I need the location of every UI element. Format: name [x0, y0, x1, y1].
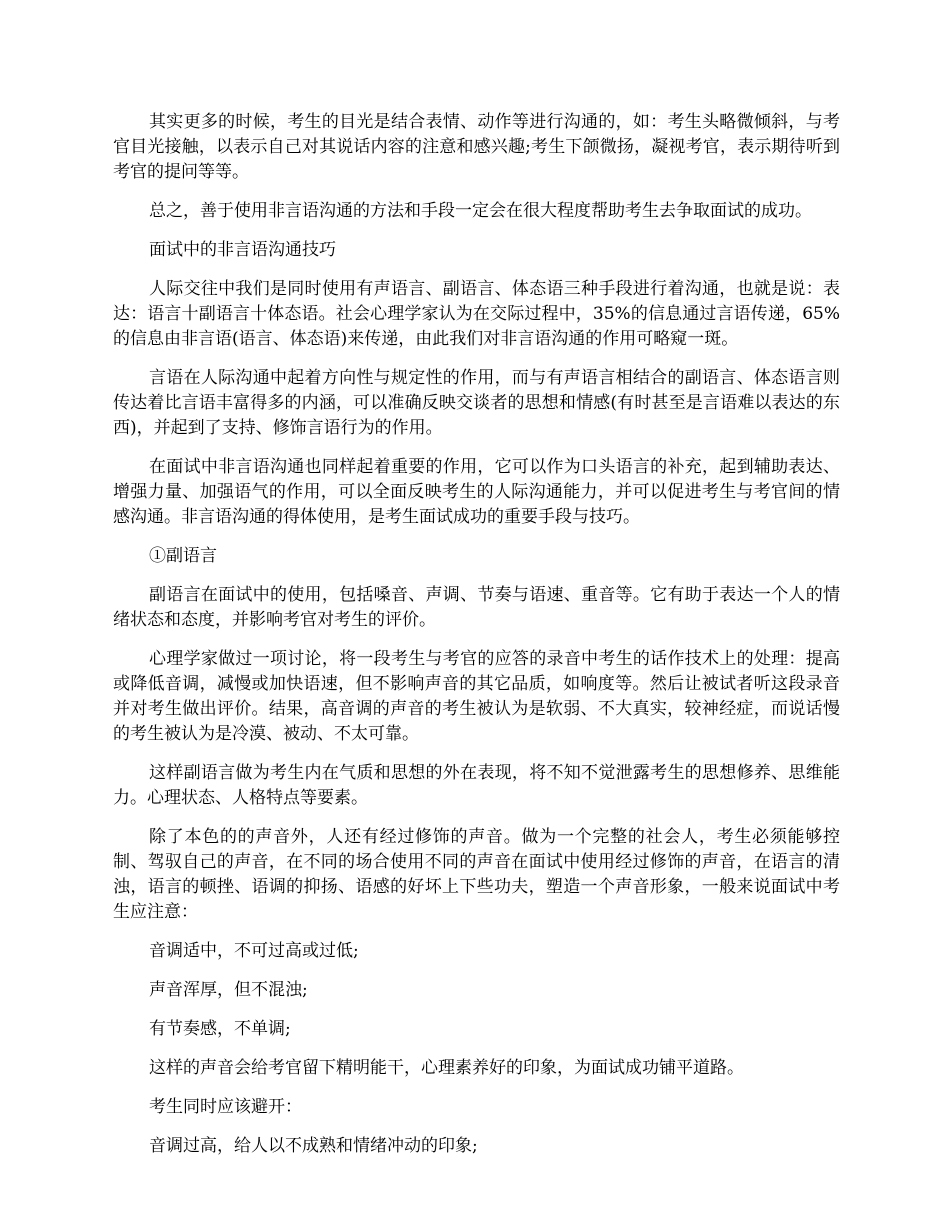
paragraph: 副语言在面试中的使用，包括嗓音、声调、节奏与语速、重音等。它有助于表达一个人的情绪状态和态度，并影响考官对考生的评价。 — [113, 585, 840, 630]
paragraph: 心理学家做过一项讨论，将一段考生与考官的应答的录音中考生的话作技术上的处理：提高或降低音调，减慢或加快语速，但不影响声音的其它品质，如响度等。然后让被试者听这段录音并对考生做出评价。结果，高音调的声音的考生被认为是软弱、不大真实，较神经症，而说话慢的考生被认为是冷漠、被动、不太可靠。 — [113, 649, 840, 744]
paragraph: 考生同时应该避开： — [149, 1097, 302, 1117]
paragraph: 人际交往中我们是同时使用有声语言、副语言、体态语三种手段进行着沟通，也就是说：表达：语言十副语言十体态语。社会心理学家认为在交际过程中，35%的信息通过言语传递，65%的信息由非言语(语言、体态语)来传递，由此我们对非言语沟通的作用可略窥一斑。 — [113, 279, 840, 349]
list-item: 音调适中，不可过高或过低; — [149, 941, 359, 961]
list-item: 音调过高，给人以不成熟和情绪冲动的印象; — [149, 1136, 478, 1156]
paragraph: 总之，善于使用非言语沟通的方法和手段一定会在很大程度帮助考生去争取面试的成功。 — [149, 201, 812, 221]
section-heading: 面试中的非言语沟通技巧 — [149, 240, 336, 260]
paragraph: 言语在人际沟通中起着方向性与规定性的作用，而与有声语言相结合的副语言、体态语言则传达着比言语丰富得多的内涵，可以准确反映交谈者的思想和情感(有时甚至是言语难以表达的东西)，并起到了支持、修饰言语行为的作用。 — [113, 368, 840, 438]
paragraph: 这样的声音会给考官留下精明能干，心理素养好的印象，为面试成功铺平道路。 — [149, 1058, 744, 1078]
paragraph: 这样副语言做为考生内在气质和思想的外在表现，将不知不觉泄露考生的思想修养、思维能力。心理状态、人格特点等要素。 — [113, 763, 840, 808]
list-item: 声音浑厚，但不混浊; — [149, 980, 308, 1000]
paragraph: 在面试中非言语沟通也同样起着重要的作用，它可以作为口头语言的补充，起到辅助表达、增强力量、加强语气的作用，可以全面反映考生的人际沟通能力，并可以促进考生与考官间的情感沟通。非言语沟通的得体使用，是考生面试成功的重要手段与技巧。 — [113, 457, 840, 527]
paragraph: 其实更多的时候，考生的目光是结合表情、动作等进行沟通的，如：考生头略微倾斜，与考官目光接触，以表示自己对其说话内容的注意和感兴趣;考生下颌微扬，凝视考官，表示期待听到考官的提问等等。 — [113, 112, 840, 182]
paragraph: 除了本色的的声音外，人还有经过修饰的声音。做为一个完整的社会人，考生必须能够控制、驾驭自己的声音，在不同的场合使用不同的声音在面试中使用经过修饰的声音，在语言的清浊，语言的顿挫、语调的抑扬、语感的好坏上下些功夫，塑造一个声音形象，一般来说面试中考生应注意： — [113, 827, 840, 922]
list-item: 有节奏感，不单调; — [149, 1019, 291, 1039]
subsection-heading: ①副语言 — [149, 546, 217, 566]
document-body — [113, 110, 840, 1173]
